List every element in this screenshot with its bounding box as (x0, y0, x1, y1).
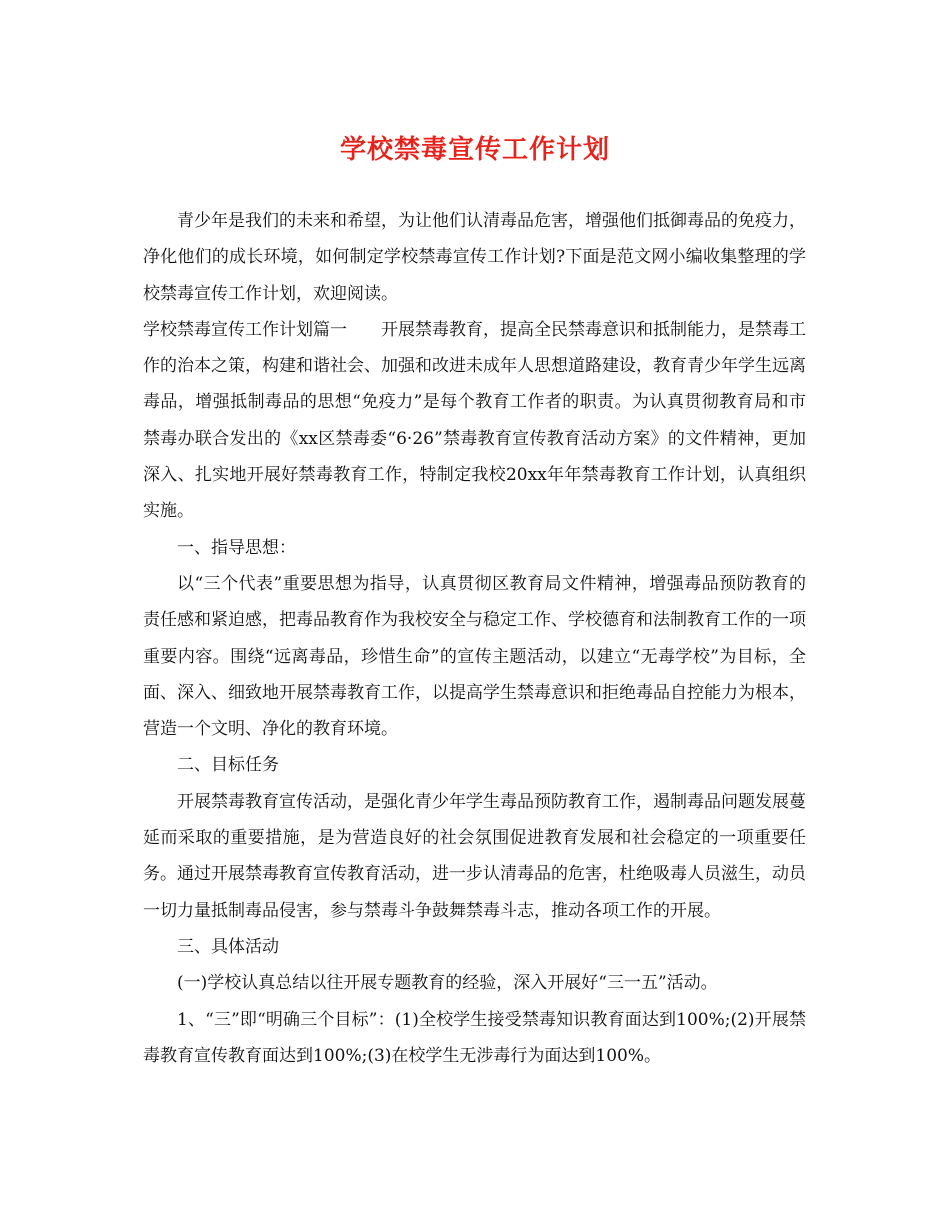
heading-goals: 二、目标任务 (177, 755, 279, 776)
section-label: 学校禁毒宣传工作计划篇一 (143, 319, 347, 340)
intro-paragraph: 青少年是我们的未来和希望，为让他们认清毒品危害，增强他们抵御毒品的免疫力，净化他们的成长环境，如何制定学校禁毒宣传工作计划?下面是范文网小编收集整理的学校禁毒宣传工作计划，欢迎阅读。 (143, 211, 806, 304)
heading-guiding-ideology: 一、指导思想： (177, 537, 296, 558)
section-first-text: 开展禁毒教育，提高全民禁毒意识和抵制能力，是禁毒工作的治本之策，构建和谐社会、加强和改进未成年人思想道路建设，教育青少年学生远离毒品，增强抵制毒品的思想“免疫力”是每个教育工作者的职责。为认真贯彻教育局和市禁毒办联合发出的《xx区禁毒委“6·26”禁毒教育宣传教育活动方案》的文件精神，更加深入、扎实地开展好禁毒教育工作，特制定我校20xx年年禁毒教育工作计划，认真组织实施。 (143, 319, 806, 522)
activities-paragraph-2: 1、“三”即“明确三个目标”：(1)全校学生接受禁毒知识教育面达到100%;(2)开展禁毒教育宣传教育面达到100%;(3)在校学生无涉毒行为面达到100%。 (143, 1009, 806, 1066)
guiding-ideology-paragraph: 以“三个代表”重要思想为指导，认真贯彻区教育局文件精神，增强毒品预防教育的责任感和紧迫感，把毒品教育作为我校安全与稳定工作、学校德育和法制教育工作的一项重要内容。围绕“远离毒品，珍惜生命”的宣传主题活动，以建立“无毒学校”为目标，全面、深入、细致地开展禁毒教育工作，以提高学生禁毒意识和拒绝毒品自控能力为根本，营造一个文明、净化的教育环境。 (143, 573, 806, 740)
document-title: 学校禁毒宣传工作计划 (339, 135, 610, 165)
heading-activities: 三、具体活动 (177, 936, 279, 957)
activities-paragraph-1: (一)学校认真总结以往开展专题教育的经验，深入开展好“三一五”活动。 (177, 973, 718, 994)
goals-paragraph: 开展禁毒教育宣传活动，是强化青少年学生毒品预防教育工作，遏制毒品问题发展蔓延而采取的重要措施，是为营造良好的社会氛围促进教育发展和社会稳定的一项重要任务。通过开展禁毒教育宣传教育活动，进一步认清毒品的危害，杜绝吸毒人员滋生，动员一切力量抵制毒品侵害，参与禁毒斗争鼓舞禁毒斗志，推动各项工作的开展。 (143, 791, 806, 921)
document-body (143, 203, 806, 1074)
section-first-paragraph (143, 312, 806, 530)
